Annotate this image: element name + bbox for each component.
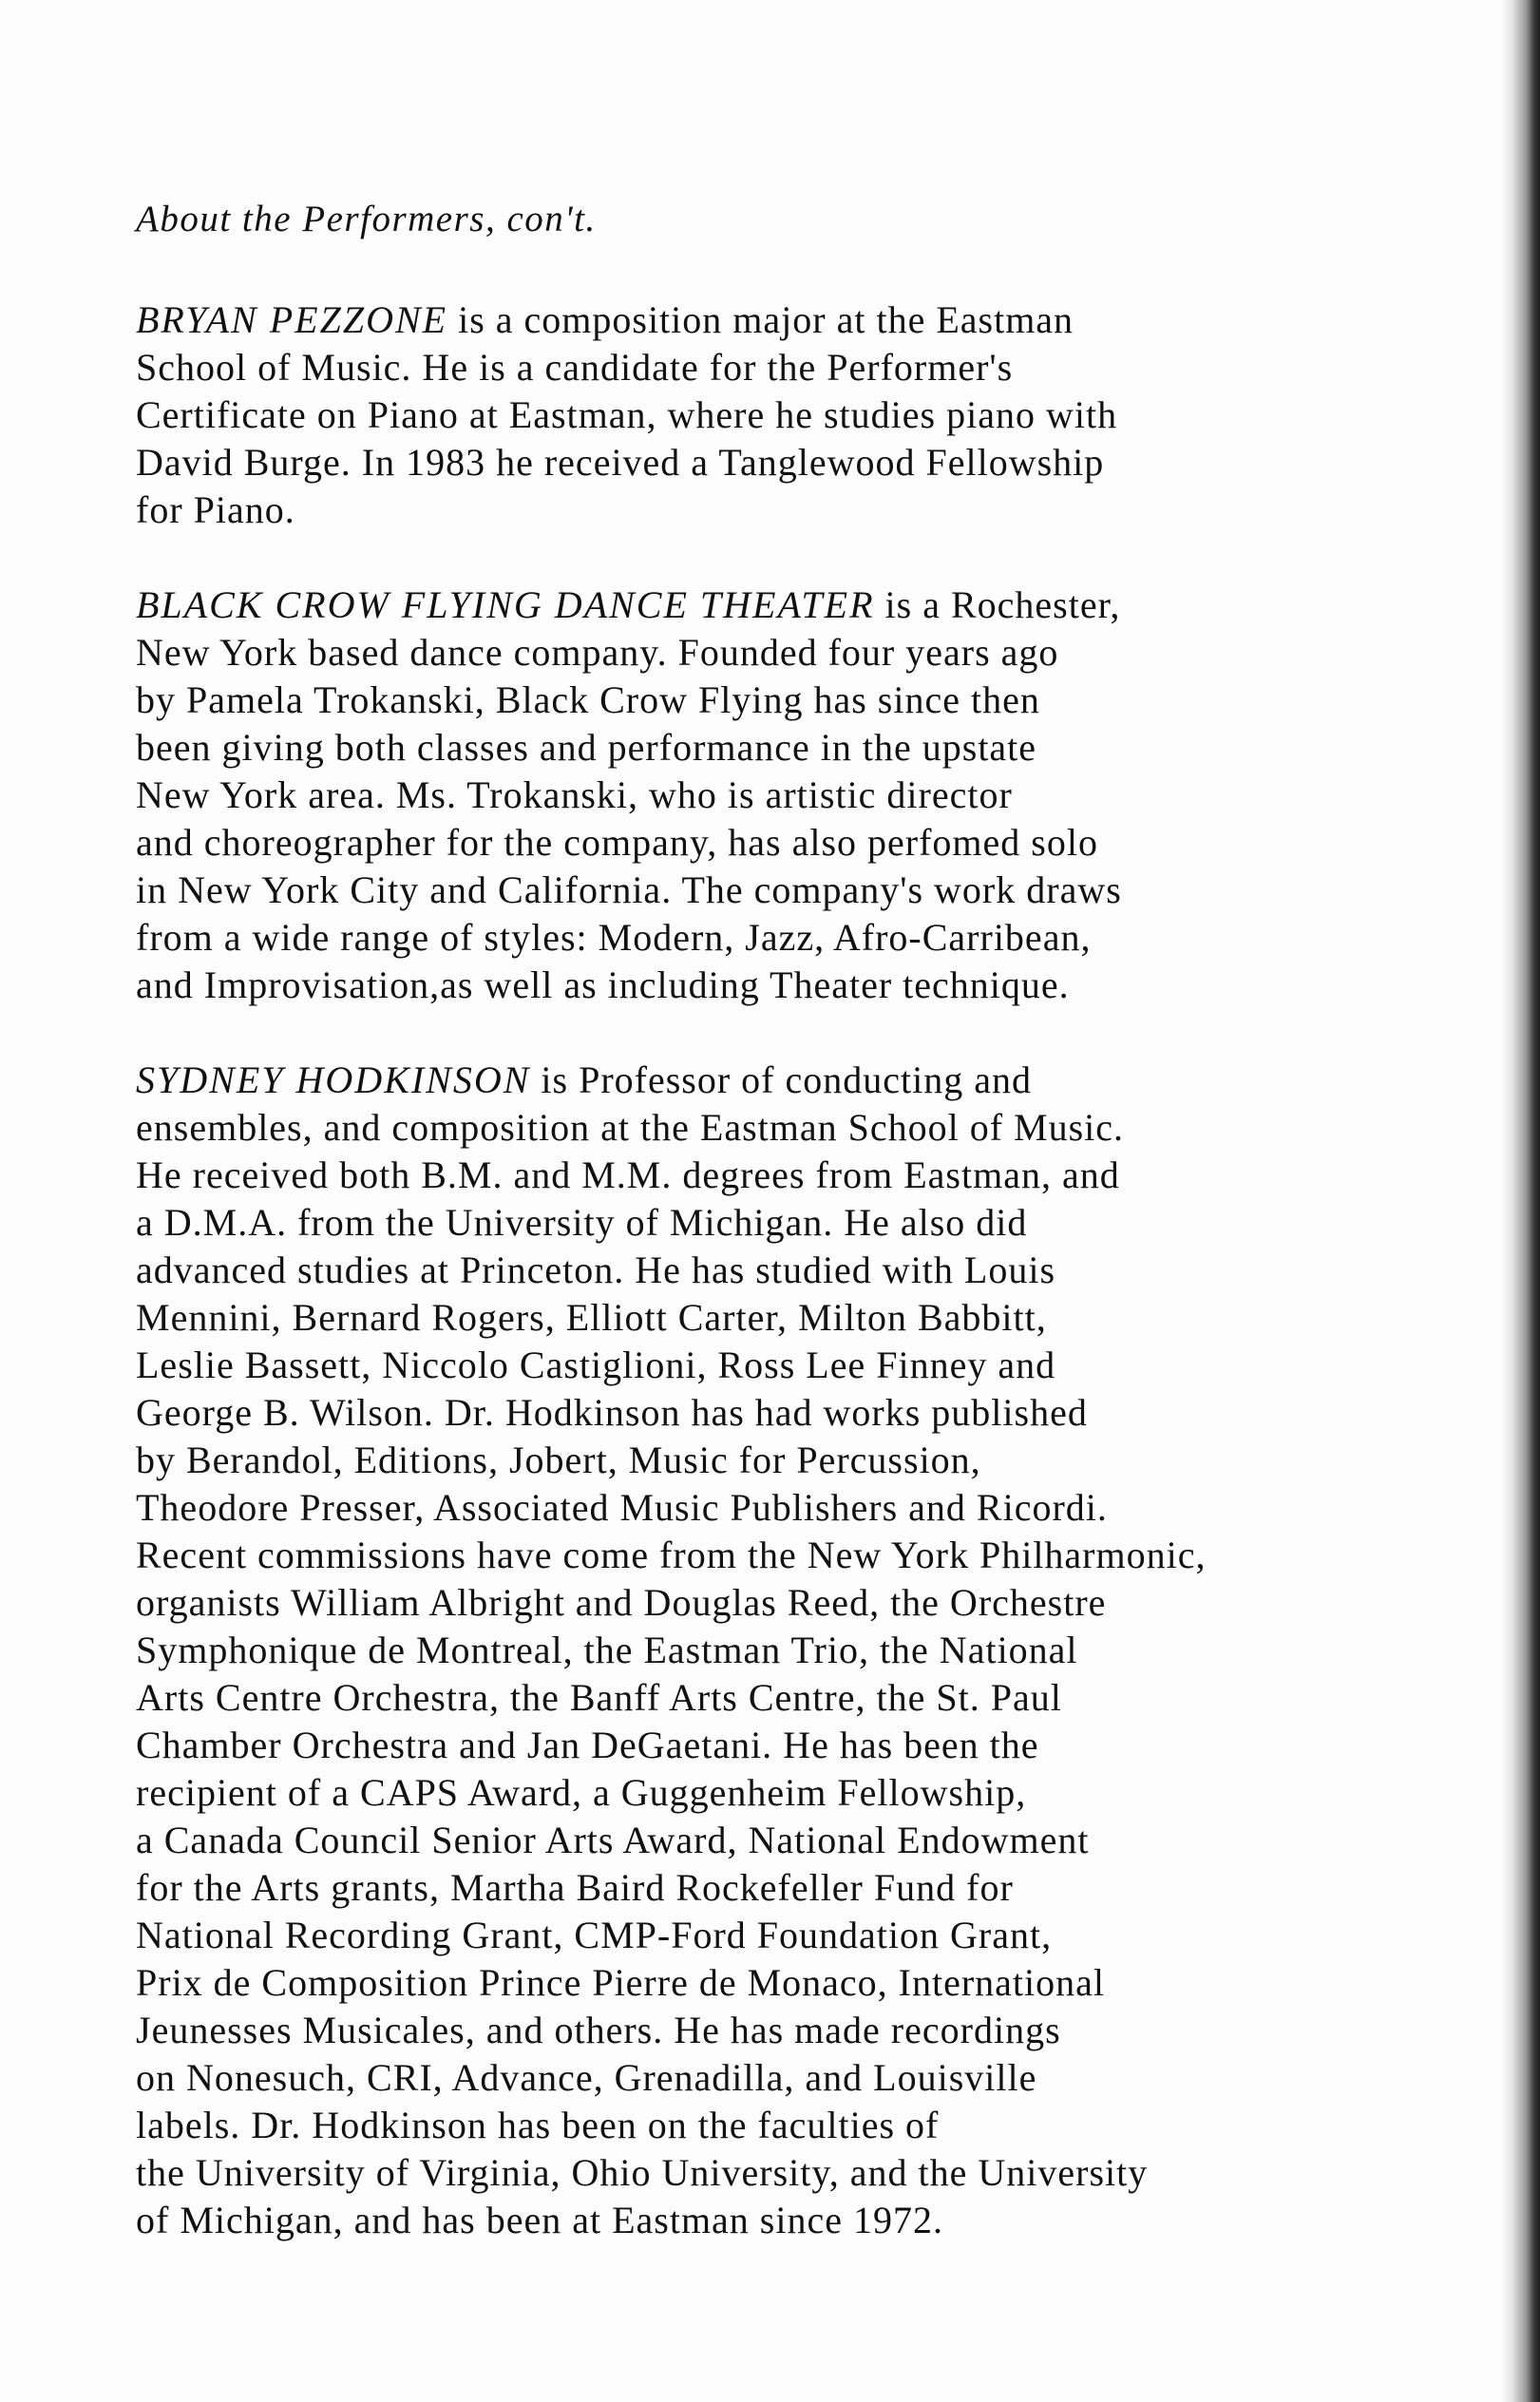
bio-line: Prix de Composition Prince Pierre de Monaco, International [136,1961,1106,2004]
bio-sydney-hodkinson [136,1057,1504,2244]
bio-line: recipient of a CAPS Award, a Guggenheim Fellowship, [136,1771,1027,1814]
bio-line: ensembles, and composition at the Eastman School of Music. [136,1106,1125,1149]
section-heading: About the Performers, con't. [136,199,597,239]
bio-line: George B. Wilson. Dr. Hodkinson has had works published [136,1391,1088,1434]
bio-line: New York area. Ms. Trokanski, who is artistic director [136,773,1013,816]
bio-line: Arts Centre Orchestra, the Banff Arts Centre, the St. Paul [136,1676,1062,1719]
bio-line: by Pamela Trokanski, Black Crow Flying has since then [136,678,1040,721]
bio-line: and Improvisation,as well as including Theater technique. [136,963,1070,1006]
binding-shadow [1500,0,1540,2402]
performer-name: BLACK CROW FLYING DANCE THEATER [136,583,875,626]
bio-line: from a wide range of styles: Modern, Jazz, Afro-Carribean, [136,916,1092,959]
performer-name: BRYAN PEZZONE [136,298,448,341]
bio-line: in New York City and California. The company's work draws [136,868,1122,911]
performer-name: SYDNEY HODKINSON [136,1058,531,1101]
bio-line: by Berandol, Editions, Jobert, Music for Percussion, [136,1439,981,1481]
bio-line: National Recording Grant, CMP-Ford Foundation Grant, [136,1914,1053,1956]
bio-line: David Burge. In 1983 he received a Tanglewood Fellowship [136,441,1105,484]
bio-line: Recent commissions have come from the New York Philharmonic, [136,1534,1207,1576]
bio-line: of Michigan, and has been at Eastman since 1972. [136,2199,943,2241]
bio-black-crow-flying [136,581,1504,1009]
bio-line: the University of Virginia, Ohio University, and the University [136,2151,1149,2194]
bio-line: Jeunesses Musicales, and others. He has made recordings [136,2009,1061,2051]
bio-line: He received both B.M. and M.M. degrees from Eastman, and [136,1153,1120,1196]
bio-line: New York based dance company. Founded four years ago [136,631,1059,674]
bio-line: for Piano. [136,488,295,531]
bio-line: School of Music. He is a candidate for the Performer's [136,346,1014,389]
bio-line: SYDNEY HODKINSON is Professor of conducting and [136,1058,1032,1101]
page-content [136,196,1504,2292]
bio-line: and choreographer for the company, has also perfomed solo [136,821,1098,864]
bio-line: a D.M.A. from the University of Michigan. He also did [136,1201,1028,1244]
bio-line: been giving both classes and performance in the upstate [136,726,1037,769]
bio-line: Mennini, Bernard Rogers, Elliott Carter, Milton Babbitt, [136,1296,1047,1339]
bio-line: Certificate on Piano at Eastman, where he studies piano with [136,393,1118,436]
bio-line: organists William Albright and Douglas Reed, the Orchestre [136,1581,1107,1624]
bio-line: Chamber Orchestra and Jan DeGaetani. He has been the [136,1724,1039,1766]
bio-line: advanced studies at Princeton. He has studied with Louis [136,1249,1056,1291]
bio-line: Leslie Bassett, Niccolo Castiglioni, Ross Lee Finney and [136,1344,1056,1386]
bio-line: for the Arts grants, Martha Baird Rockefeller Fund for [136,1866,1014,1909]
bio-line: on Nonesuch, CRI, Advance, Grenadilla, and Louisville [136,2056,1037,2099]
bio-line: BRYAN PEZZONE is a composition major at the Eastman [136,298,1074,341]
bio-line: a Canada Council Senior Arts Award, National Endowment [136,1819,1090,1861]
bio-line: Theodore Presser, Associated Music Publishers and Ricordi. [136,1486,1108,1529]
bio-line: Symphonique de Montreal, the Eastman Trio, the National [136,1629,1078,1671]
bio-bryan-pezzone [136,296,1504,534]
bio-line: labels. Dr. Hodkinson has been on the faculties of [136,2104,940,2146]
bio-line: BLACK CROW FLYING DANCE THEATER is a Rochester, [136,583,1121,626]
